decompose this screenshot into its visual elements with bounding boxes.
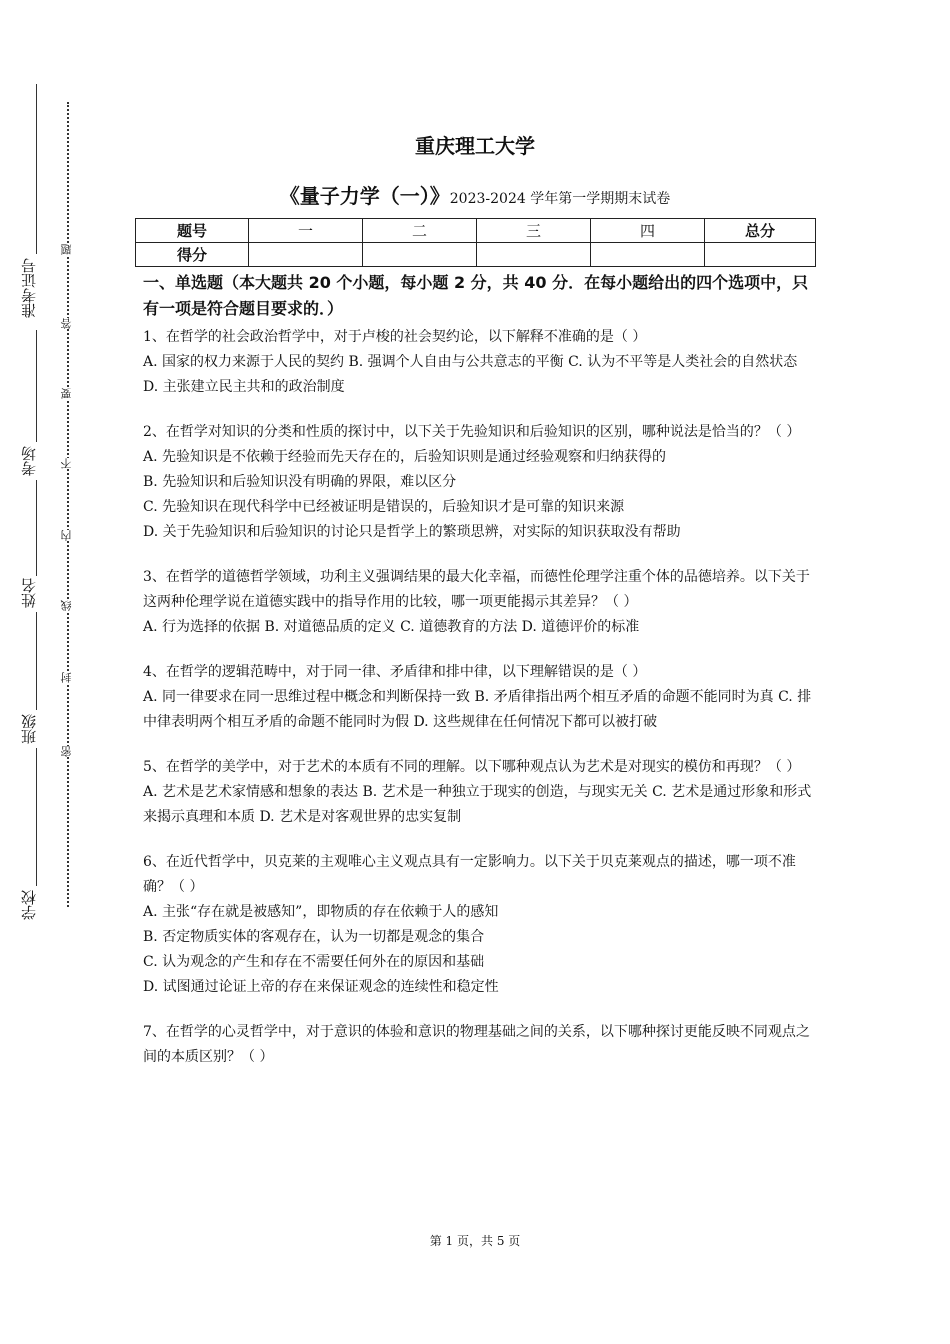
question-stem: 1、在哲学的社会政治哲学中，对于卢梭的社会契约论，以下解释不准确的是（ ） [143,329,647,345]
question-options: A. 行为选择的依据 B. 对道德品质的定义 C. 道德教育的方法 D. 道德评价的标准 [143,619,640,635]
score-cell: 一 [249,219,363,243]
option-a: A. 主张“存在就是被感知”，即物质的存在依赖于人的感知 [143,904,499,920]
exam-subtitle [0,180,950,209]
binding-line [36,480,37,576]
score-cell: 二 [363,219,477,243]
university-title: 重庆理工大学 [415,134,535,158]
score-table-header-row [136,219,816,243]
seal-char: 要 [60,388,73,399]
exam-content [143,270,813,1090]
seal-char: 线 [60,600,73,611]
binding-line [36,330,37,442]
score-input-cell [705,243,816,267]
score-input-cell [363,243,477,267]
binding-line [36,612,37,710]
label-exam-room: 考场 [20,446,38,476]
question-options: A. 国家的权力来源于人民的契约 B. 强调个人自由与公共意志的平衡 C. 认为不平等是人类社会的自然状态 D. 主张建立民主共和的政治制度 [143,354,798,395]
question-stem: 3、在哲学的道德哲学领域，功利主义强调结果的最大化幸福，而德性伦理学注重个体的品德培养。以下关于这两种伦理学说在道德实践中的指导作用的比较，哪一项更能揭示其差异？（ ） [143,569,810,610]
seal-char: 题 [60,244,73,255]
course-name: 《量子力学（一）》 [279,184,450,208]
question-4 [143,660,813,735]
question-5 [143,755,813,830]
page-footer: 第 1 页，共 5 页 [429,1234,521,1248]
question-stem: 7、在哲学的心灵哲学中，对于意识的体验和意识的物理基础之间的关系，以下哪种探讨更能反映不同观点之间的本质区别？（ ） [143,1024,810,1065]
option-c: C. 认为观念的产生和存在不需要任何外在的原因和基础 [143,954,485,970]
question-stem: 2、在哲学对知识的分类和性质的探讨中，以下关于先验知识和后验知识的区别，哪种说法是恰当的？（ ） [143,424,801,440]
seal-char: 内 [60,530,73,541]
option-d: D. 关于先验知识和后验知识的讨论只是哲学上的繁琐思辨，对实际的知识获取没有帮助 [143,524,681,540]
option-d: D. 试图通过论证上帝的存在来保证观念的连续性和稳定性 [143,979,499,995]
option-c: C. 先验知识在现代科学中已经被证明是错误的，后验知识才是可靠的知识来源 [143,499,625,515]
score-cell: 总分 [705,219,816,243]
label-school: 学校 [20,890,38,920]
question-7 [143,1020,813,1070]
seal-char: 答 [60,318,73,329]
seal-dotted-line [67,102,69,907]
option-a: A. 先验知识是不依赖于经验而先天存在的，后验知识则是通过经验观察和归纳获得的 [143,449,667,465]
question-stem: 5、在哲学的美学中，对于艺术的本质有不同的理解。以下哪种观点认为艺术是对现实的模仿和再现？（ ） [143,759,801,775]
question-stem: 6、在近代哲学中，贝克莱的主观唯心主义观点具有一定影响力。以下关于贝克莱观点的描述，哪一项不准确？（ ） [143,854,796,895]
score-cell: 四 [591,219,705,243]
score-input-cell [591,243,705,267]
question-2 [143,420,813,545]
score-table-score-row [136,243,816,267]
question-stem: 4、在哲学的逻辑范畴中，对于同一律、矛盾律和排中律，以下理解错误的是（ ） [143,664,647,680]
label-exam-number: 准考证号 [20,258,38,318]
option-b: B. 否定物质实体的客观存在，认为一切都是观念的集合 [143,929,485,945]
score-input-cell [477,243,591,267]
exam-term: 2023-2024 学年第一学期期末试卷 [449,191,671,207]
label-name: 姓名 [20,578,38,608]
score-cell: 题号 [136,219,249,243]
section-heading: 一、单选题（本大题共 20 个小题，每小题 2 分，共 40 分．在每小题给出的四个选项中，只有一项是符合题目要求的．） [143,273,809,318]
score-input-cell [249,243,363,267]
score-cell: 三 [477,219,591,243]
question-1 [143,325,813,400]
binding-line [36,84,37,254]
seal-char: 封 [60,672,73,683]
question-3 [143,565,813,640]
question-options: A. 同一律要求在同一思维过程中概念和判断保持一致 B. 矛盾律指出两个相互矛盾的命题不能同时为真 C. 排中律表明两个相互矛盾的命题不能同时为假 D. 这些规律在任何情况下都可以被打破 [143,689,812,730]
binding-line [36,748,37,886]
score-cell: 得分 [136,243,249,267]
label-class: 班级 [20,714,38,744]
question-options: A. 艺术是艺术家情感和想象的表达 B. 艺术是一种独立于现实的创造，与现实无关 C. 艺术是通过形象和形式来揭示真理和本质 D. 艺术是对客观世界的忠实复制 [143,784,812,825]
option-b: B. 先验知识和后验知识没有明确的界限，难以区分 [143,474,457,490]
seal-char: 密 [60,746,73,757]
score-table [135,218,816,267]
seal-char: 不 [60,458,73,469]
question-6 [143,850,813,1000]
